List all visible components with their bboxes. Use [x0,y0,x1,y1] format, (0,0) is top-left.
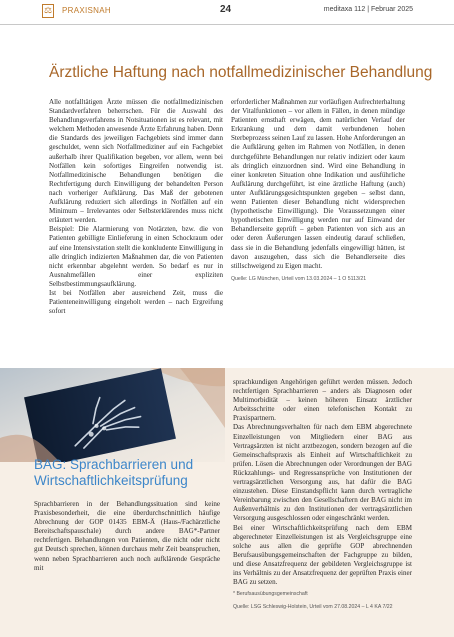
bag-source: Quelle: LSG Schleswig-Holstein, Urteil vom 27.08.2024 – L 4 KA 7/22 [233,604,393,611]
paragraph: Alle notfalltätigen Ärzte müssen die notfallmedizinischen Standardverfahren beherrschen. Für die Auswahl des Behandlungsverfahrens in Notsituationen ist es relevant, mit welchem Methoden anwesende Ärzte Erfahrung haben. Denn die Standards des jeweiligen Fachgebiets sind immer dann geschuldet, wenn sich Notfallmediziner auf ein Fachgebiet außerhalb ihrer Qualifikation begeben, vor allem, wenn bei Notfällen kein sofortiges Eingreifen notwendig ist. Notfallmedizinische Behandlungen benötigen die Rechtfertigung durch Einwilligung der behandelten Person nach vorheriger Aufklärung. Das Maß der gebotenen Aufklärung reduziert sich allerdings in Notfällen auf ein Minimum – Irrelevantes oder Selbsterklärendes muss nicht erläutert werden. [49,98,223,225]
paragraph: Sprachbarrieren in der Behandlungssituation sind keine Praxisbesonderheit, die eine überdurchschnittlich häufige Abrechnung der GOP 01435 EBM-Ä (Haus-/Fachärztliche Bereitschaftspauschale) durch andere BAG*-Partner rechtfertigen. Behandlungen von Patienten, die nicht oder nicht gut Deutsch sprechen, können durchaus mehr Zeit beanspruchen, wenn neben Sprachbarrieren auch noch aufklärende Gespräche mit [34,500,220,572]
paragraph: Bei einer Wirtschaftlichkeitsprüfung nach dem EBM abgerechneter Einzelleistungen ist als Vergleichsgruppe eine solche aus allen die geprüfte GOP abrechnenden Berufsausübungsgemeinschaften der Fachgruppe zu bilden, und diese Ansatzfrequenz der gebildeten Vergleichsgruppe ist ins Verhältnis zu der Ansatzfrequenz der geprüften Praxis einer BAG zu setzen. [233,523,412,587]
paragraph: sprachkundigen Angehörigen geführt werden müssen. Jedoch rechtfertigen Sprachbarrieren – anders als Diagnosen oder Multimorbidität – keinen höheren Einsatz ärztlicher Arbeitsschritte oder einen telefonischen Kontakt zu Praxispartnern. [233,378,412,423]
paragraph: Beispiel: Die Alarmierung von Notärzten, bzw. die von Patienten gebilligte Einlieferung in einen Schockraum oder auf eine Intensivstation stellt die konkludente Einwilligung in alle dringlich indizierten Maßnahmen dar, die von Patienten nicht erkennbar abgelehnt werden. So bedarf es nur in Ausnahmefällen einer expliziten Selbstbestimmungsaufklärung. [49,225,223,288]
paragraph: erforderlicher Maßnahmen zur vorläufigen Aufrechterhaltung der Vitalfunktionen – vor allem in Fällen, in denen mündige Patienten ernsthaft erwägen, dem natürlichen Verlauf der Erkrankung und dem damit verbundenen hohen Sterbeprozess seinen Lauf zu lassen. Hohe Anforderungen an die Aufklärung gelten im Rahmen von Notfällen, in denen durchgeführte Behandlungen nur relativ indiziert oder kaum als dringlich einzuordnen sind. Wird eine Behandlung in einer konkreten Situation ohne Indikation und ausführliche Aufklärung durchgeführt, ist eine ärztliche Haftung (auch) unter Aufklärungsgesichtspunkten gegeben – selbst dann, wenn Patienten dieser Behandlung nicht widersprechen (hypothetische Einwilligung). Die Voraussetzungen einer hypothetischen Einwilligung werden nur auf Einwand der Behandlerseite geprüft – geben Patienten von sich aus an oder deren Äußerungen lassen eindeutig darauf schließen, dass sie in die Behandlung jedenfalls eingewilligt hätten, ist davon auszugehen, dass sich die Behandlerseite dies stillschweigend zu Eigen macht. [231,98,405,270]
bag-title: BAG: Sprachbarrieren und Wirtschaftlichkeitsprüfung [34,457,194,488]
bag-right-column [233,378,412,612]
article-source: Quelle: LG München, Urteil vom 13.03.2024 – 1 O 5113/21 [231,275,367,282]
paragraph: Ist bei Notfällen aber ausreichend Zeit, muss die Patienteneinwilligung eingeholt werden – nach Ergreifung sofort [49,288,223,316]
page-number: 24 [220,4,232,15]
bag-left-column [34,500,220,573]
xray-hand-photo [0,368,225,462]
article-title: Ärztliche Haftung nach notfallmedizinischer Behandlung [49,64,433,81]
page-header [0,0,454,25]
bag-footnote: * Berufsausübungsgemeinschaft [233,591,308,598]
article-left-column [49,98,223,316]
section-label: PRAXISNAH [62,6,111,15]
scales-icon: ⚖ [42,4,54,18]
paragraph: Das Abrechnungsverhalten für nach dem EBM abgerechnete Einzelleistungen von Mitgliedern einer BAG aus Vertragsärzten ist nicht arztbezogen, sondern bezogen auf die Gemeinschaftspraxis als Einheit auf Wirtschaftlichkeit zu prüfen. Lösen die Abrechnungen oder Verordnungen der BAG Rückzahlungs- und Regressansprüche von Institutionen der vertragsärztlichen Versorgung aus, hat dafür die BAG einzustehen. Diese Einstandspflicht kann durch vertragliche Vereinbarung zwischen den Gesellschaftern der BAG nicht im Außenverhältnis zu den Institutionen der vertragsärztlichen Versorgung ausgeschlossen oder eingeschränkt werden. [233,423,412,523]
issue-info: meditaxa 112 | Februar 2025 [323,6,413,13]
article-right-column [231,98,405,284]
